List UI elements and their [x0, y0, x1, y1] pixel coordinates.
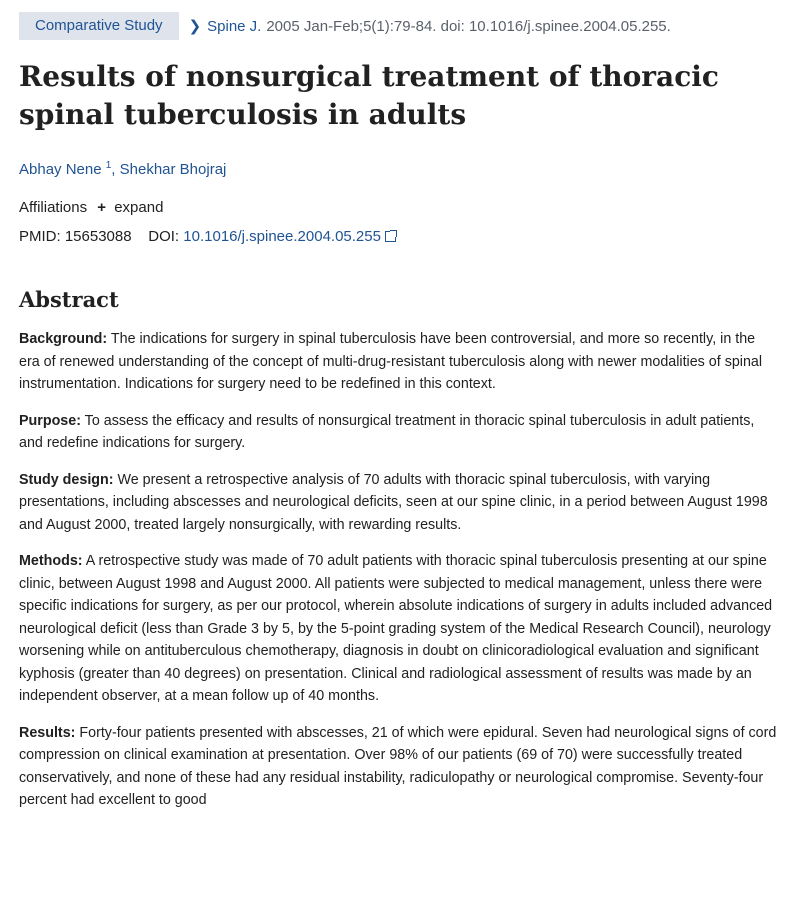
- abstract-section: [19, 328, 779, 396]
- abstract-section-label: Study design:: [19, 471, 114, 488]
- abstract-section-label: Methods:: [19, 553, 83, 569]
- abstract-section: [19, 410, 779, 455]
- external-link-icon[interactable]: [385, 231, 396, 242]
- abstract-section-text: We present a retrospective analysis of 70 adults with thoracic spinal tuberculosis, with varying presentations, including abscesses and neurological deficits, seen at our spine clinic, in a period between August 1998 and August 2000, treated largely nonsurgically, with rewarding results.: [19, 471, 768, 533]
- article-title: Results of nonsurgical treatment of thoracic spinal tuberculosis in adults: [19, 60, 719, 131]
- affiliations-label: Affiliations: [19, 199, 88, 216]
- affiliations-row: [19, 199, 163, 216]
- abstract-section-text: Forty-four patients presented with abscesses, 21 of which were epidural. Seven had neurological signs of cord compression on clinical examination at presentation. Over 98% of our patients (69 of 70) were successfully treated conservatively, and none of these had any residual instability, radiculopathy or neurological compromise. Seventy-four percent had excellent to good: [19, 724, 777, 808]
- author-separator: ,: [111, 161, 120, 178]
- citation-text: 2005 Jan-Feb;5(1):79-84. doi: 10.1016/j.spinee.2004.05.255.: [266, 17, 671, 35]
- pmid-value: 15653088: [64, 228, 132, 245]
- doi-label: DOI:: [148, 228, 180, 245]
- abstract-section: [19, 550, 779, 708]
- abstract-section: [19, 469, 779, 537]
- citation-bar: [19, 12, 671, 40]
- abstract-section-label: Results:: [19, 724, 76, 741]
- author-link[interactable]: Shekhar Bhojraj: [119, 161, 227, 178]
- doi-link[interactable]: 10.1016/j.spinee.2004.05.255: [183, 228, 381, 245]
- abstract-section: [19, 722, 779, 812]
- author-list: [19, 160, 226, 178]
- abstract-section-text: The indications for surgery in spinal tuberculosis have been controversial, and more so recently, in the era of renewed understanding of the concept of multi-drug-resistant tuberculosis along with newer modalities of spinal instrumentation. Indications for surgery need to be redefined in this context.: [19, 331, 763, 392]
- journal-link[interactable]: Spine J.: [207, 17, 262, 35]
- affiliation-number[interactable]: 1: [105, 160, 112, 171]
- pmid-label: PMID:: [19, 228, 61, 245]
- expand-link[interactable]: expand: [114, 199, 164, 216]
- abstract-heading: Abstract: [19, 287, 119, 312]
- abstract-section-text: To assess the efficacy and results of nonsurgical treatment in thoracic spinal tuberculosis in adult patients, and redefine indications for surgery.: [19, 412, 755, 451]
- abstract-section-label: Purpose:: [19, 412, 81, 429]
- plus-icon[interactable]: +: [97, 199, 107, 216]
- identifiers-row: [19, 228, 396, 245]
- abstract-body: [19, 328, 779, 826]
- publication-type-badge[interactable]: Comparative Study: [19, 12, 179, 40]
- chevron-right-icon[interactable]: ❯: [188, 18, 202, 35]
- abstract-section-label: Background:: [19, 331, 108, 347]
- abstract-section-text: A retrospective study was made of 70 adult patients with thoracic spinal tuberculosis presenting at our spine clinic, between August 1998 and August 2000. All patients were subjected to medical management, unless there were specific indications for surgery, as per our protocol, wherein absolute indications of surgery in adults included advanced neurological deficit (less than Grade 3 by 5, by the 5-point grading system of the Medical Research Council), neurology worsening while on antituberculous chemotherapy, diagnosis in doubt on clinicoradiological evaluation and significant kyphosis (greater than 40 degrees) on presentation. Clinical and radiological assessment of results was made by an independent observer, at a mean follow up of 40 months.: [19, 553, 773, 704]
- author-link[interactable]: Abhay Nene: [19, 161, 102, 178]
